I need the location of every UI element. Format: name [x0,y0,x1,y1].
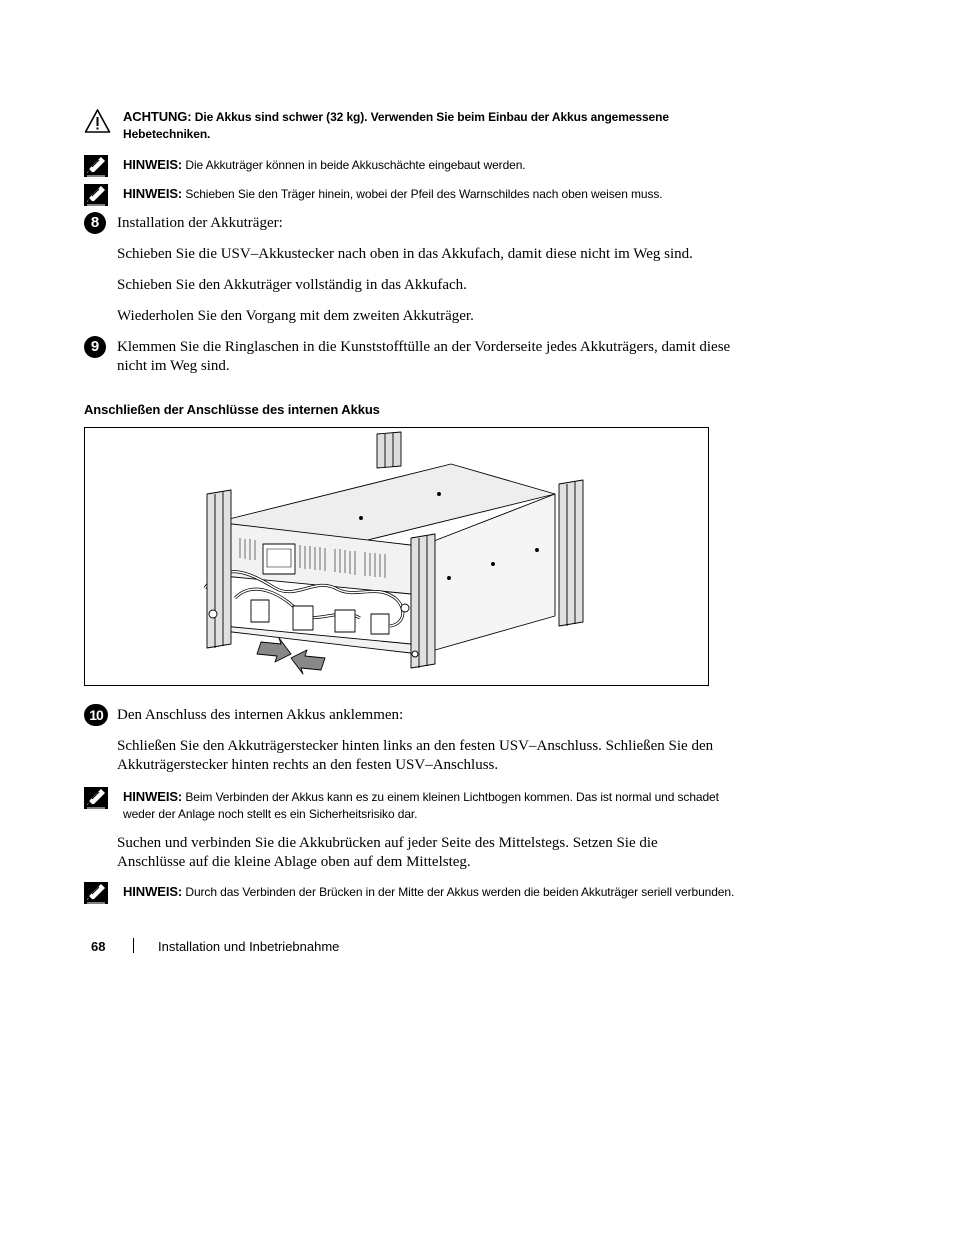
note-notice [84,882,744,918]
note-label: HINWEIS: [123,884,183,899]
note-notice [84,787,744,823]
figure-frame [84,427,709,686]
note-pencil-icon [84,882,108,904]
step-9-text: Klemmen Sie die Ringlaschen in die Kunststofftülle an der Vorderseite jedes Akkuträgers, damit diese nicht im Weg sind. [117,339,731,374]
note-text: Beim Verbinden der Akkus kann es zu einem kleinen Lichtbogen kommen. Das ist normal und schadet weder der Anlage noch stellt es ein Sicherheitsrisiko dar. [123,790,719,821]
caution-label: ACHTUNG: [123,109,192,124]
step-8-title: Installation der Akkuträger: [117,215,283,231]
note-text: Durch das Verbinden der Brücken in der Mitte der Akkus werden die beiden Akkuträger seriell verbunden. [185,885,735,899]
caution-notice [84,108,744,144]
step-10-title: Den Anschluss des internen Akkus anklemmen: [117,707,404,723]
figure-heading: Anschließen der Anschlüsse des internen Akkus [84,402,380,417]
note-label: HINWEIS: [123,789,183,804]
note-text: Die Akkuträger können in beide Akkuschächte eingebaut werden. [185,158,526,172]
footer-section-title: Installation und Inbetriebnahme [158,939,340,954]
note-label: HINWEIS: [123,157,183,172]
caution-text: Die Akkus sind schwer (32 kg). Verwenden Sie beim Einbau der Akkus angemessene Hebetechniken. [123,110,669,141]
step-9-badge: 9 [84,336,106,358]
note-notice [84,184,744,206]
warning-triangle-icon [84,109,111,133]
note-text: Schieben Sie den Träger hinein, wobei der Pfeil des Warnschildes nach oben weisen muss. [185,187,663,201]
step-8-badge: 8 [84,212,106,234]
step-8-paragraph: Schieben Sie den Akkuträger vollständig in das Akkufach. [117,277,467,293]
step-10-paragraph: Suchen und verbinden Sie die Akkubrücken auf jeder Seite des Mittelstegs. Setzen Sie die Anschlüsse auf die kleine Ablage oben auf dem Mittelsteg. [117,835,658,870]
note-pencil-icon [84,155,108,177]
step-10-paragraph: Schließen Sie den Akkuträgerstecker hinten links an den festen USV–Anschluss. Schließen Sie den Akkuträgerstecker hinten rechts an den festen USV–Anschluss. [117,738,714,773]
page-number: 68 [91,939,106,954]
step-8-paragraph: Wiederholen Sie den Vorgang mit dem zweiten Akkuträger. [117,308,474,324]
note-pencil-icon [84,184,108,206]
note-label: HINWEIS: [123,186,183,201]
note-pencil-icon [84,787,108,809]
footer-divider [133,938,134,953]
step-8-paragraph: Schieben Sie die USV–Akkustecker nach oben in das Akkufach, damit diese nicht im Weg sind. [117,246,693,262]
ups-battery-illustration [85,428,708,685]
step-10-badge: 10 [84,704,108,726]
note-notice [84,155,744,177]
